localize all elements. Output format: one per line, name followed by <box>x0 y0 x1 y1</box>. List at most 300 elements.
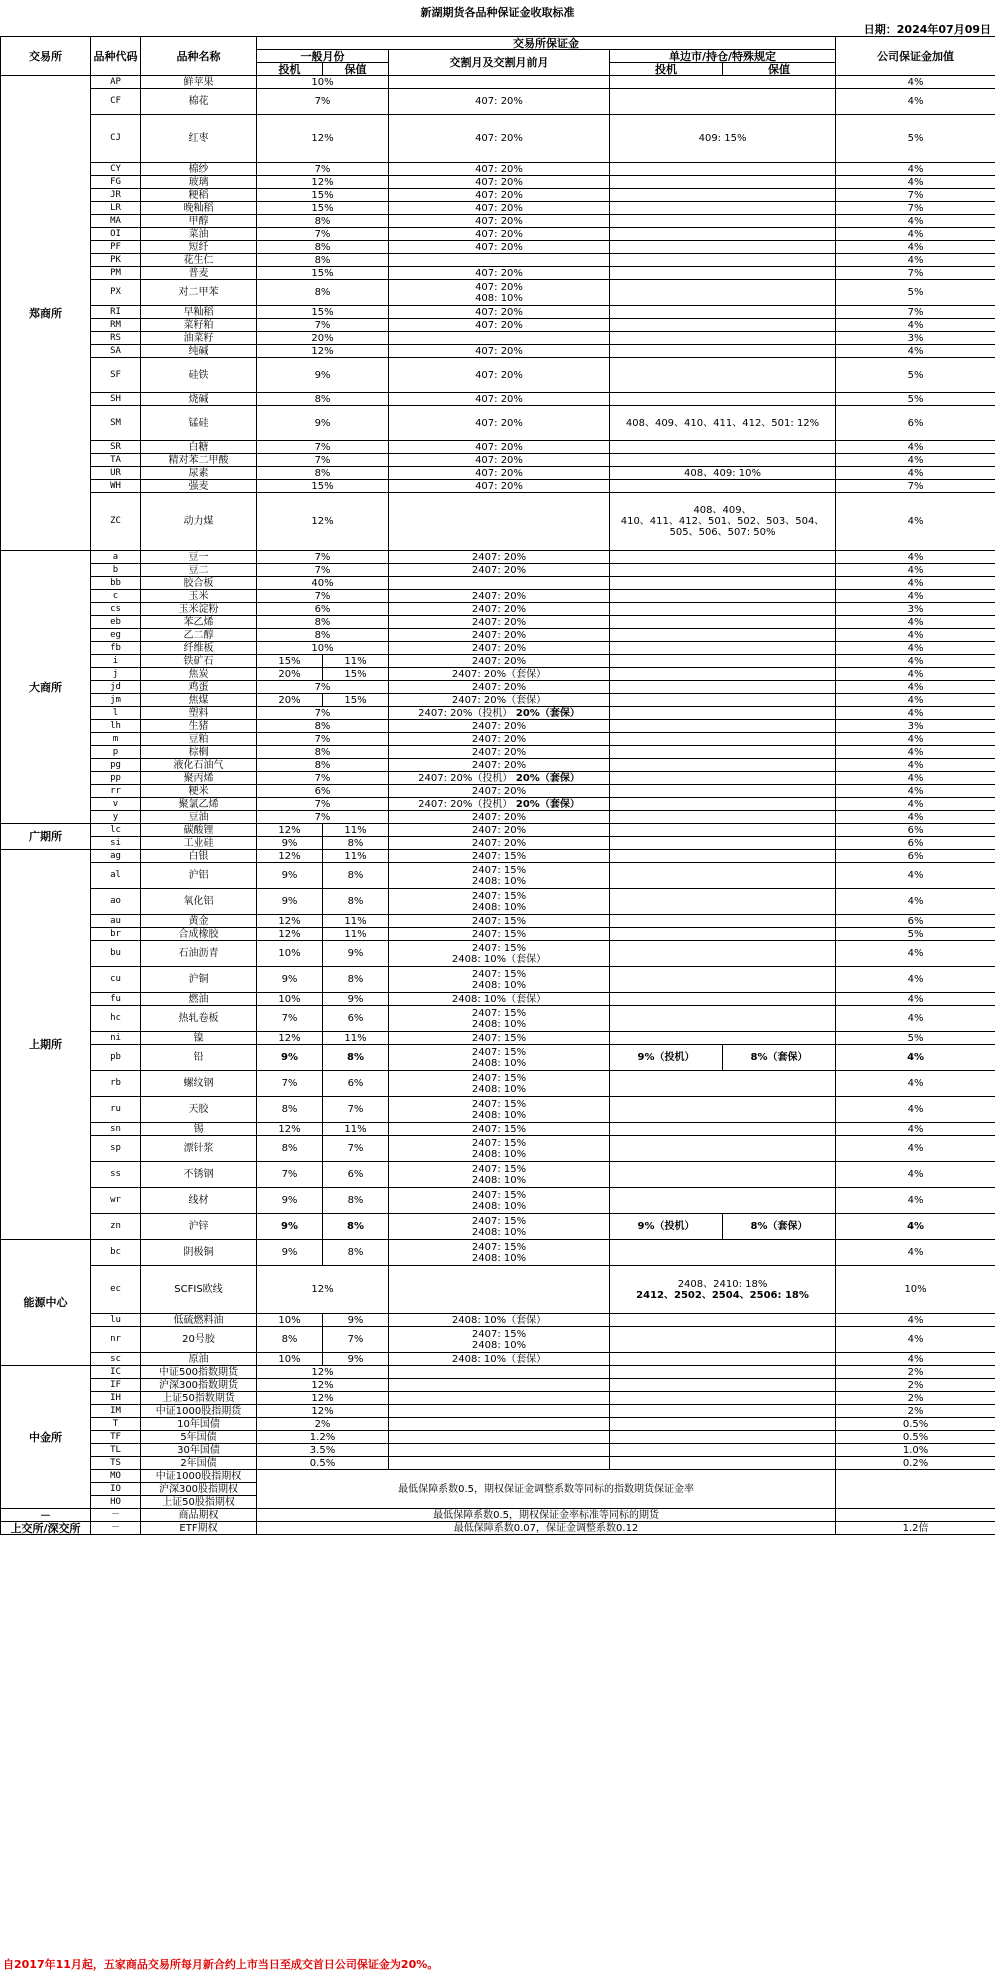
delivery-margin: 2407: 20% <box>389 759 610 772</box>
product-code: lc <box>91 824 141 837</box>
product-name: 玉米 <box>141 590 257 603</box>
general-margin-hedge: 11% <box>323 850 389 863</box>
general-margin: 12% <box>257 1266 389 1314</box>
product-code: hc <box>91 1006 141 1032</box>
company-add: 4% <box>836 993 995 1006</box>
product-name: 锡 <box>141 1123 257 1136</box>
product-code: RS <box>91 332 141 345</box>
company-add: 4% <box>836 441 995 454</box>
table-row <box>1 928 995 941</box>
company-add: 4% <box>836 1071 995 1097</box>
product-code: ni <box>91 1032 141 1045</box>
general-margin: 3.5% <box>257 1444 389 1457</box>
product-code: ec <box>91 1266 141 1314</box>
product-code: TF <box>91 1431 141 1444</box>
special-margin <box>610 642 836 655</box>
table-row <box>1 1123 995 1136</box>
header-exchange: 交易所 <box>1 37 91 76</box>
product-name: 沪深300股指期权 <box>141 1483 257 1496</box>
general-margin: 20% <box>257 332 389 345</box>
delivery-margin: 2407: 20% <box>389 746 610 759</box>
general-margin-spec: 7% <box>257 1006 323 1032</box>
company-add: 4% <box>836 1327 995 1353</box>
product-code: rb <box>91 1071 141 1097</box>
delivery-margin: 407: 20% 408: 10% <box>389 280 610 306</box>
delivery-margin: 407: 20% <box>389 467 610 480</box>
delivery-margin <box>389 76 610 89</box>
special-margin <box>610 480 836 493</box>
general-margin-hedge: 8% <box>323 1240 389 1266</box>
delivery-margin <box>389 577 610 590</box>
product-code: PX <box>91 280 141 306</box>
general-margin: 15% <box>257 480 389 493</box>
delivery-margin: 407: 20% <box>389 441 610 454</box>
company-add <box>836 1509 995 1522</box>
page-title: 新湖期货各品种保证金收取标准 <box>420 6 575 19</box>
company-add: 5% <box>836 393 995 406</box>
product-code: ao <box>91 889 141 915</box>
company-add: 4% <box>836 551 995 564</box>
product-code: cu <box>91 967 141 993</box>
delivery-margin: 407: 20% <box>389 267 610 280</box>
delivery-margin: 2408: 10%（套保） <box>389 1353 610 1366</box>
product-name: 中证1000股指期权 <box>141 1470 257 1483</box>
product-name: 豆一 <box>141 551 257 564</box>
company-add: 10% <box>836 1266 995 1314</box>
general-margin-spec: 10% <box>257 1314 323 1327</box>
header-name: 品种名称 <box>141 37 257 76</box>
product-name: 石油沥青 <box>141 941 257 967</box>
general-margin-hedge: 8% <box>323 967 389 993</box>
special-margin <box>610 345 836 358</box>
product-code: AP <box>91 76 141 89</box>
product-name: 豆二 <box>141 564 257 577</box>
delivery-margin: 2407: 20%（套保） <box>389 694 610 707</box>
delivery-margin: 407: 20% <box>389 89 610 115</box>
table-row <box>1 681 995 694</box>
company-add: 3% <box>836 603 995 616</box>
header-spec-2: 投机 <box>610 63 723 76</box>
table-row <box>1 115 995 163</box>
product-code: bc <box>91 1240 141 1266</box>
company-add: 2% <box>836 1392 995 1405</box>
product-name: 聚丙烯 <box>141 772 257 785</box>
product-code: sp <box>91 1136 141 1162</box>
general-margin-spec: 8% <box>257 1097 323 1123</box>
general-margin-spec: 12% <box>257 1032 323 1045</box>
product-code: p <box>91 746 141 759</box>
table-row <box>1 1006 995 1032</box>
special-margin <box>610 1071 836 1097</box>
product-name: 中证500指数期货 <box>141 1366 257 1379</box>
general-margin-spec: 10% <box>257 1353 323 1366</box>
table-row <box>1 798 995 811</box>
table-row <box>1 467 995 480</box>
delivery-margin <box>389 254 610 267</box>
special-margin-bold: 2412、2502、2504、2506: 18% <box>636 1289 809 1301</box>
product-name: 甲醇 <box>141 215 257 228</box>
product-name: 焦炭 <box>141 668 257 681</box>
general-margin: 8% <box>257 393 389 406</box>
product-code: v <box>91 798 141 811</box>
company-add: 4% <box>836 1214 995 1240</box>
table-row <box>1 655 995 668</box>
delivery-margin: 2407: 20% <box>389 655 610 668</box>
table-row <box>1 254 995 267</box>
general-margin: 8% <box>257 759 389 772</box>
general-margin: 10% <box>257 76 389 89</box>
company-add: 4% <box>836 1045 995 1071</box>
general-margin-spec: 12% <box>257 915 323 928</box>
special-margin <box>610 655 836 668</box>
general-margin-spec: 10% <box>257 993 323 1006</box>
table-row <box>1 1162 995 1188</box>
special-margin <box>610 694 836 707</box>
product-code: RM <box>91 319 141 332</box>
delivery-margin: 2407: 15% <box>389 850 610 863</box>
product-code: MA <box>91 215 141 228</box>
product-code: IH <box>91 1392 141 1405</box>
product-name: 菜籽粕 <box>141 319 257 332</box>
product-name: 棉纱 <box>141 163 257 176</box>
general-margin: 8% <box>257 241 389 254</box>
table-row <box>1 1431 995 1444</box>
product-name: 铁矿石 <box>141 655 257 668</box>
product-code: lh <box>91 720 141 733</box>
general-margin: 8% <box>257 616 389 629</box>
delivery-margin-hedge: 20%（套保） <box>512 772 580 784</box>
table-row <box>1 345 995 358</box>
delivery-margin: 2408: 10%（套保） <box>389 993 610 1006</box>
product-code: l <box>91 707 141 720</box>
general-margin: 12% <box>257 176 389 189</box>
product-name: 菜油 <box>141 228 257 241</box>
general-margin-spec: 20% <box>257 668 323 681</box>
product-name: 线材 <box>141 1188 257 1214</box>
general-margin-hedge: 11% <box>323 1123 389 1136</box>
company-add: 1.0% <box>836 1444 995 1457</box>
special-margin <box>610 254 836 267</box>
general-margin: 15% <box>257 306 389 319</box>
company-add: 5% <box>836 358 995 393</box>
delivery-margin: 2407: 15% 2408: 10% <box>389 1188 610 1214</box>
table-row <box>1 215 995 228</box>
general-margin: 12% <box>257 1405 389 1418</box>
margin-note: 最低保障系数0.07，保证金调整系数0.12 <box>257 1522 836 1535</box>
general-margin-spec: 20% <box>257 694 323 707</box>
company-add: 4% <box>836 1006 995 1032</box>
general-margin-hedge: 15% <box>323 668 389 681</box>
company-add: 4% <box>836 967 995 993</box>
delivery-margin: 2407: 20% <box>389 603 610 616</box>
product-name: 沪锌 <box>141 1214 257 1240</box>
table-row <box>1 1266 995 1314</box>
delivery-margin: 2407: 15% 2408: 10% <box>389 967 610 993</box>
company-add: 5% <box>836 1032 995 1045</box>
company-add <box>836 1470 995 1509</box>
product-code: y <box>91 811 141 824</box>
table-row <box>1 941 995 967</box>
product-name: 棕榈 <box>141 746 257 759</box>
company-add: 4% <box>836 215 995 228</box>
product-name: 氧化铝 <box>141 889 257 915</box>
product-name: 油菜籽 <box>141 332 257 345</box>
product-name: 沪深300指数期货 <box>141 1379 257 1392</box>
table-row <box>1 1444 995 1457</box>
table-row <box>1 915 995 928</box>
delivery-margin: 2407: 15% 2408: 10% <box>389 1162 610 1188</box>
general-margin-hedge: 8% <box>323 889 389 915</box>
special-margin <box>610 720 836 733</box>
delivery-margin: 407: 20% <box>389 228 610 241</box>
company-add: 4% <box>836 454 995 467</box>
table-row <box>1 1470 995 1483</box>
special-margin <box>610 332 836 345</box>
delivery-margin: 2407: 20% <box>389 785 610 798</box>
product-code: jd <box>91 681 141 694</box>
company-add: 4% <box>836 1314 995 1327</box>
special-margin <box>610 915 836 928</box>
delivery-margin: 2407: 20% <box>389 564 610 577</box>
special-margin <box>610 681 836 694</box>
special-margin: 408、409: 10% <box>610 467 836 480</box>
special-margin <box>610 1444 836 1457</box>
table-row <box>1 1136 995 1162</box>
special-margin <box>610 746 836 759</box>
product-code: au <box>91 915 141 928</box>
special-margin <box>610 863 836 889</box>
general-margin-spec: 9% <box>257 1214 323 1240</box>
special-margin <box>610 668 836 681</box>
product-name: 燃油 <box>141 993 257 1006</box>
table-row <box>1 358 995 393</box>
table-row <box>1 1097 995 1123</box>
delivery-margin: 2407: 15% 2408: 10% <box>389 1006 610 1032</box>
table-row <box>1 863 995 889</box>
special-margin <box>610 280 836 306</box>
product-name: 白银 <box>141 850 257 863</box>
company-add: 6% <box>836 824 995 837</box>
general-margin-hedge: 11% <box>323 928 389 941</box>
company-add: 2% <box>836 1405 995 1418</box>
special-margin <box>610 1418 836 1431</box>
special-margin <box>610 1431 836 1444</box>
special-margin <box>610 1097 836 1123</box>
product-code: TL <box>91 1444 141 1457</box>
product-code: SH <box>91 393 141 406</box>
special-margin <box>610 176 836 189</box>
company-add: 4% <box>836 176 995 189</box>
table-row <box>1 707 995 720</box>
table-row <box>1 551 995 564</box>
product-code: sc <box>91 1353 141 1366</box>
table-row <box>1 629 995 642</box>
product-code: br <box>91 928 141 941</box>
special-margin <box>610 811 836 824</box>
company-add: 4% <box>836 811 995 824</box>
product-name: ETF期权 <box>141 1522 257 1535</box>
general-margin: 2% <box>257 1418 389 1431</box>
special-margin <box>610 1314 836 1327</box>
table-row <box>1 76 995 89</box>
header-general-month: 一般月份 <box>257 50 389 63</box>
general-margin: 7% <box>257 319 389 332</box>
header-code: 品种代码 <box>91 37 141 76</box>
product-name: 晚籼稻 <box>141 202 257 215</box>
table-row <box>1 228 995 241</box>
delivery-margin: 407: 20% <box>389 480 610 493</box>
product-name: 上证50股指期权 <box>141 1496 257 1509</box>
general-margin-spec: 9% <box>257 863 323 889</box>
product-code: SR <box>91 441 141 454</box>
product-code: si <box>91 837 141 850</box>
company-add: 4% <box>836 941 995 967</box>
product-code: JR <box>91 189 141 202</box>
general-margin: 8% <box>257 746 389 759</box>
delivery-margin: 407: 20% <box>389 241 610 254</box>
company-add: 4% <box>836 577 995 590</box>
company-add: 4% <box>836 668 995 681</box>
product-name: 聚氯乙烯 <box>141 798 257 811</box>
general-margin-hedge: 6% <box>323 1162 389 1188</box>
special-margin <box>610 306 836 319</box>
delivery-margin: 2407: 20% <box>389 811 610 824</box>
company-add: 4% <box>836 616 995 629</box>
table-row <box>1 1188 995 1214</box>
special-margin <box>610 441 836 454</box>
table-row <box>1 1366 995 1379</box>
company-add: 7% <box>836 480 995 493</box>
report-date: 日期：2024年07月09日 <box>863 23 991 36</box>
delivery-margin: 2407: 20% <box>389 629 610 642</box>
table-row <box>1 1379 995 1392</box>
product-name: 生猪 <box>141 720 257 733</box>
product-code: ru <box>91 1097 141 1123</box>
product-code: pb <box>91 1045 141 1071</box>
delivery-margin: 2407: 20% <box>389 824 610 837</box>
company-add: 3% <box>836 332 995 345</box>
company-add: 4% <box>836 707 995 720</box>
delivery-margin <box>389 1431 610 1444</box>
general-margin-hedge: 7% <box>323 1097 389 1123</box>
general-margin-spec: 12% <box>257 1123 323 1136</box>
special-margin <box>610 590 836 603</box>
special-margin <box>610 1136 836 1162</box>
header-exchange-margin: 交易所保证金 <box>257 37 836 50</box>
delivery-margin: 2408: 10%（套保） <box>389 1314 610 1327</box>
special-margin-hedge: 8%（套保） <box>723 1214 836 1240</box>
product-code: ss <box>91 1162 141 1188</box>
product-code: HO <box>91 1496 141 1509</box>
general-margin-hedge: 8% <box>323 1188 389 1214</box>
exchange-name: 广期所 <box>1 824 91 850</box>
exchange-name: 中金所 <box>1 1366 91 1509</box>
product-name: 塑料 <box>141 707 257 720</box>
general-margin-hedge: 9% <box>323 941 389 967</box>
delivery-margin: 407: 20% <box>389 393 610 406</box>
special-margin: 408、409、410、411、412、501: 12% <box>610 406 836 441</box>
header-company-add: 公司保证金加值 <box>836 37 995 76</box>
product-code: MO <box>91 1470 141 1483</box>
product-name: 纯碱 <box>141 345 257 358</box>
company-add: 7% <box>836 267 995 280</box>
table-row <box>1 241 995 254</box>
product-name: 热轧卷板 <box>141 1006 257 1032</box>
product-code: CY <box>91 163 141 176</box>
company-add: 4% <box>836 1097 995 1123</box>
table-row <box>1 811 995 824</box>
table-row <box>1 967 995 993</box>
general-margin-hedge: 8% <box>323 1214 389 1240</box>
product-name: 玉米淀粉 <box>141 603 257 616</box>
delivery-margin: 407: 20% <box>389 306 610 319</box>
general-margin-spec: 7% <box>257 1162 323 1188</box>
table-row <box>1 406 995 441</box>
table-row <box>1 163 995 176</box>
product-name: 胶合板 <box>141 577 257 590</box>
product-name: 合成橡胶 <box>141 928 257 941</box>
delivery-margin <box>389 1444 610 1457</box>
table-row <box>1 824 995 837</box>
product-name: 鸡蛋 <box>141 681 257 694</box>
delivery-margin: 2407: 15% 2408: 10% <box>389 1240 610 1266</box>
product-code: OI <box>91 228 141 241</box>
company-add: 4% <box>836 681 995 694</box>
table-row <box>1 889 995 915</box>
company-add: 4% <box>836 785 995 798</box>
general-margin: 8% <box>257 280 389 306</box>
header-spec: 投机 <box>257 63 323 76</box>
product-code: CJ <box>91 115 141 163</box>
special-margin <box>610 454 836 467</box>
company-add: 5% <box>836 280 995 306</box>
product-code: PK <box>91 254 141 267</box>
product-code: sn <box>91 1123 141 1136</box>
company-add: 0.5% <box>836 1431 995 1444</box>
table-row <box>1 480 995 493</box>
company-add: 4% <box>836 1188 995 1214</box>
product-name: 精对苯二甲酸 <box>141 454 257 467</box>
company-add: 2% <box>836 1366 995 1379</box>
general-margin: 40% <box>257 577 389 590</box>
delivery-margin: 2407: 20% <box>389 733 610 746</box>
delivery-margin: 2407: 20% <box>389 590 610 603</box>
product-name: 5年国债 <box>141 1431 257 1444</box>
delivery-margin: 407: 20% <box>389 202 610 215</box>
product-name: 对二甲苯 <box>141 280 257 306</box>
header-delivery: 交割月及交割月前月 <box>389 50 610 76</box>
footer-note: 自2017年11月起，五家商品交易所每月新合约上市当日至成交首日公司保证金为20%。 <box>3 1958 439 1971</box>
product-name: 硅铁 <box>141 358 257 393</box>
product-code: ZC <box>91 493 141 551</box>
general-margin-hedge: 8% <box>323 837 389 850</box>
special-margin <box>610 1240 836 1266</box>
delivery-margin: 2407: 15% 2408: 10% <box>389 1045 610 1071</box>
product-name: 低硫燃料油 <box>141 1314 257 1327</box>
special-margin <box>610 785 836 798</box>
general-margin-hedge: 11% <box>323 1032 389 1045</box>
table-row <box>1 319 995 332</box>
special-margin <box>610 189 836 202</box>
general-margin: 12% <box>257 345 389 358</box>
general-margin: 7% <box>257 163 389 176</box>
product-code: bb <box>91 577 141 590</box>
general-margin: 12% <box>257 115 389 163</box>
product-name: 2年国债 <box>141 1457 257 1470</box>
table-row <box>1 1327 995 1353</box>
product-code: ag <box>91 850 141 863</box>
delivery-margin <box>389 1366 610 1379</box>
